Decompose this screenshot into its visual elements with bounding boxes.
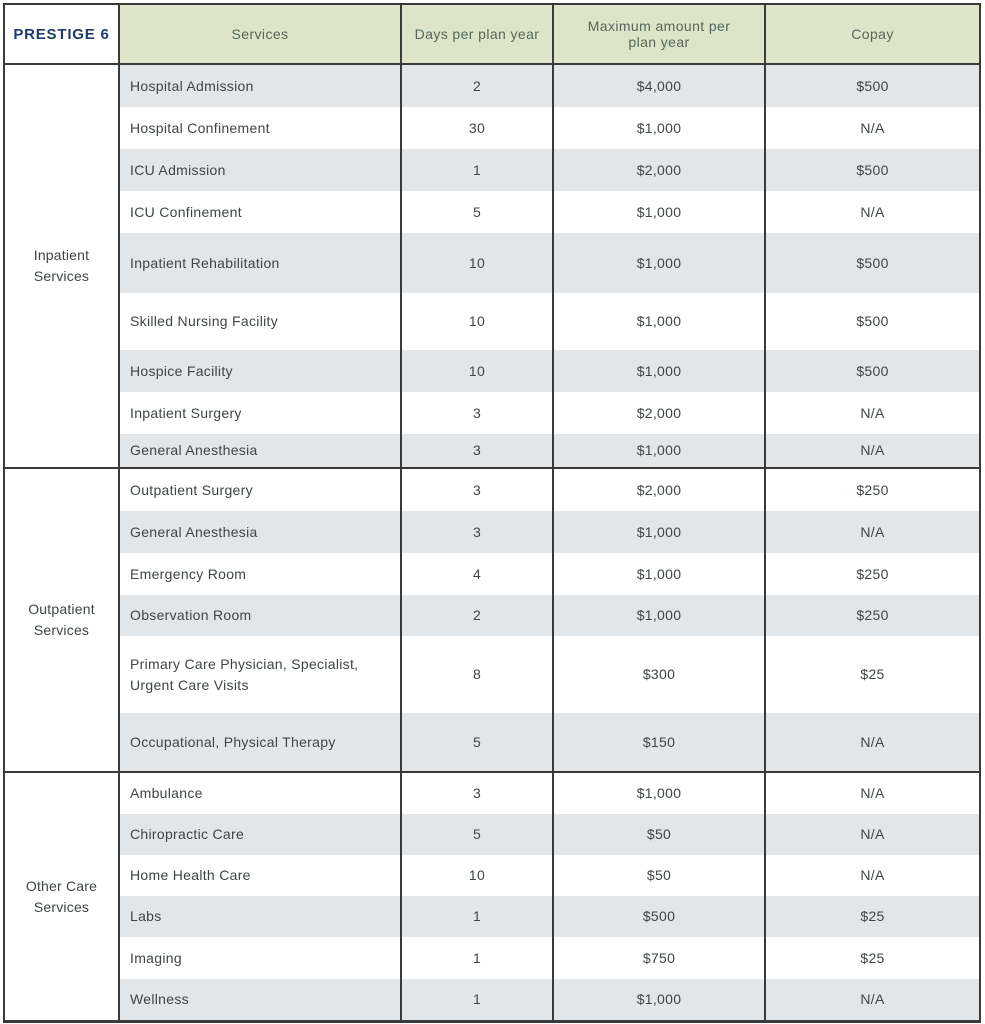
days-cell: 10: [402, 855, 554, 896]
table-row: [120, 149, 979, 191]
max-amount-cell: $1,000: [554, 107, 766, 149]
service-cell: Labs: [120, 896, 402, 937]
service-cell: Wellness: [120, 979, 402, 1020]
column-header-days-per-plan-year: Days per plan year: [402, 5, 554, 63]
column-header-services: Services: [120, 5, 402, 63]
service-cell: Inpatient Surgery: [120, 392, 402, 434]
section-rows: [120, 469, 979, 771]
service-cell: Observation Room: [120, 595, 402, 636]
service-cell: ICU Admission: [120, 149, 402, 191]
copay-cell: $250: [856, 481, 889, 498]
copay-cell: N/A: [860, 442, 885, 459]
max-amount-cell: $50: [554, 855, 766, 896]
table-body: [5, 63, 979, 1020]
max-amount-cell: $4,000: [554, 65, 766, 107]
copay-cell: N/A: [860, 826, 885, 843]
copay-cell: N/A: [860, 785, 885, 802]
copay-cell: $500: [856, 362, 889, 379]
max-amount-cell: $2,000: [554, 392, 766, 434]
service-cell: Hospice Facility: [120, 350, 402, 392]
section-outpatient-services: [5, 467, 979, 771]
table-row: [120, 293, 979, 350]
copay-cell: N/A: [860, 991, 885, 1008]
copay-cell: $25: [860, 666, 885, 683]
max-amount-cell: $150: [554, 713, 766, 771]
section-label: Other Care Services: [5, 773, 120, 1020]
copay-cell: $500: [856, 77, 889, 94]
max-amount-cell: $1,000: [554, 595, 766, 636]
section-rows: [120, 65, 979, 467]
max-amount-cell: $300: [554, 636, 766, 713]
copay-cell: N/A: [860, 523, 885, 540]
service-cell: Hospital Confinement: [120, 107, 402, 149]
section-label: Outpatient Services: [5, 469, 120, 771]
copay-cell: N/A: [860, 867, 885, 884]
section-rows: [120, 773, 979, 1020]
copay-cell: $25: [860, 949, 885, 966]
service-cell: Emergency Room: [120, 553, 402, 595]
table-row: [120, 636, 979, 713]
days-cell: 2: [402, 595, 554, 636]
days-cell: 3: [402, 511, 554, 553]
plan-name: PRESTIGE 6: [5, 5, 120, 63]
table-row: [120, 713, 979, 771]
table-row: [120, 855, 979, 896]
table-row: [120, 979, 979, 1020]
service-cell: Inpatient Rehabilitation: [120, 233, 402, 293]
copay-cell: N/A: [860, 203, 885, 220]
days-cell: 30: [402, 107, 554, 149]
service-cell: Outpatient Surgery: [120, 469, 402, 511]
days-cell: 1: [402, 979, 554, 1020]
copay-cell: N/A: [860, 404, 885, 421]
table-row: [120, 511, 979, 553]
days-cell: 10: [402, 293, 554, 350]
max-amount-cell: $1,000: [554, 233, 766, 293]
service-cell: Ambulance: [120, 773, 402, 814]
table-row: [120, 107, 979, 149]
copay-cell: $25: [860, 908, 885, 925]
service-cell: General Anesthesia: [120, 434, 402, 467]
max-amount-cell: $1,000: [554, 979, 766, 1020]
max-amount-cell: $1,000: [554, 773, 766, 814]
copay-cell: $250: [856, 607, 889, 624]
copay-cell: $500: [856, 161, 889, 178]
copay-cell: N/A: [860, 119, 885, 136]
section-other-care-services: [5, 771, 979, 1020]
service-cell: Primary Care Physician, Specialist, Urgent Care Visits: [120, 636, 402, 713]
days-cell: 1: [402, 149, 554, 191]
service-cell: Hospital Admission: [120, 65, 402, 107]
days-cell: 3: [402, 773, 554, 814]
column-header-maximum-amount: Maximum amount per plan year: [554, 5, 766, 63]
table-row: [120, 553, 979, 595]
days-cell: 2: [402, 65, 554, 107]
service-cell: Skilled Nursing Facility: [120, 293, 402, 350]
service-cell: Occupational, Physical Therapy: [120, 713, 402, 771]
table-row: [120, 350, 979, 392]
days-cell: 5: [402, 814, 554, 855]
section-inpatient-services: [5, 63, 979, 467]
max-amount-cell: $2,000: [554, 469, 766, 511]
table-row: [120, 595, 979, 636]
service-cell: ICU Confinement: [120, 191, 402, 233]
service-cell: Imaging: [120, 937, 402, 979]
max-amount-cell: $1,000: [554, 293, 766, 350]
days-cell: 5: [402, 191, 554, 233]
max-amount-cell: $500: [554, 896, 766, 937]
max-amount-cell: $1,000: [554, 434, 766, 467]
days-cell: 1: [402, 937, 554, 979]
days-cell: 1: [402, 896, 554, 937]
table-row: [120, 65, 979, 107]
max-amount-cell: $1,000: [554, 553, 766, 595]
copay-cell: N/A: [860, 733, 885, 750]
copay-cell: $250: [856, 565, 889, 582]
copay-cell: $500: [856, 313, 889, 330]
section-label: Inpatient Services: [5, 65, 120, 467]
benefits-table: [3, 3, 981, 1023]
table-row: [120, 896, 979, 937]
max-amount-cell: $2,000: [554, 149, 766, 191]
days-cell: 3: [402, 469, 554, 511]
table-header-row: [5, 5, 979, 63]
copay-cell: $500: [856, 254, 889, 271]
days-cell: 4: [402, 553, 554, 595]
max-amount-cell: $50: [554, 814, 766, 855]
table-row: [120, 469, 979, 511]
days-cell: 10: [402, 350, 554, 392]
table-row: [120, 773, 979, 814]
max-amount-cell: $1,000: [554, 191, 766, 233]
table-row: [120, 191, 979, 233]
max-amount-cell: $1,000: [554, 350, 766, 392]
days-cell: 3: [402, 434, 554, 467]
table-row: [120, 392, 979, 434]
max-amount-cell: $750: [554, 937, 766, 979]
days-cell: 3: [402, 392, 554, 434]
table-row: [120, 937, 979, 979]
table-row: [120, 233, 979, 293]
service-cell: Home Health Care: [120, 855, 402, 896]
days-cell: 5: [402, 713, 554, 771]
days-cell: 8: [402, 636, 554, 713]
max-amount-cell: $1,000: [554, 511, 766, 553]
service-cell: Chiropractic Care: [120, 814, 402, 855]
table-row: [120, 814, 979, 855]
service-cell: General Anesthesia: [120, 511, 402, 553]
column-header-copay: Copay: [766, 5, 979, 63]
table-row: [120, 434, 979, 467]
days-cell: 10: [402, 233, 554, 293]
